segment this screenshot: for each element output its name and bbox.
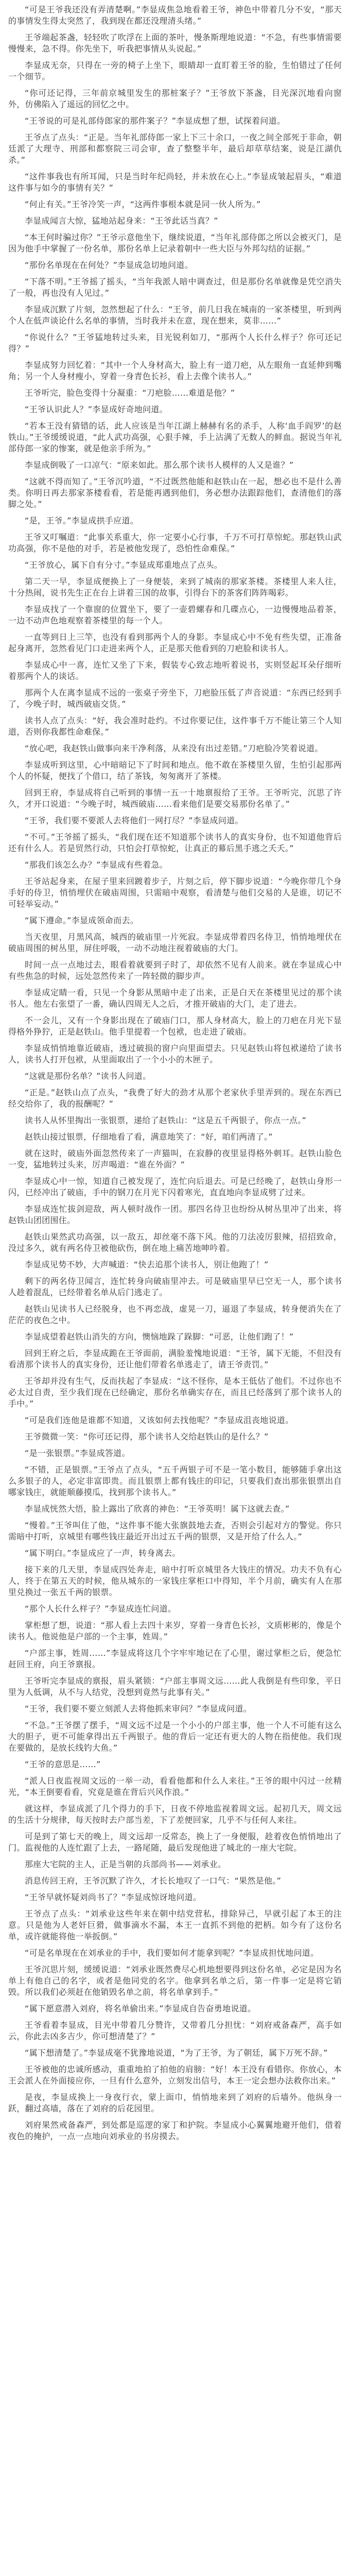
- article-paragraph: “可是名单现在在刘承业的手中，我们要如何才能拿到呢？”李显成担忧地问道。: [25, 1948, 319, 1958]
- article-paragraph: 李显成心中一喜，连忙又坐了下来，假装专心致志地听着说书，实则竖起耳朵仔细听着那两个人的谈话。: [8, 660, 342, 681]
- article-paragraph: “何止有关。”王爷冷笑一声，“这两件事根本就是同一伙人所为。”: [25, 199, 261, 209]
- article-paragraph: “若本王没有猜错的话，此人应该是当年江湖上赫赫有名的杀手，人称‘血手阎罗’的赵铁山。”王爷缓缓说道，“此人武功高强，心狠手辣，手上沾满了无数人的鲜血。据说当年礼部侍郎一家的惨案，就是他亲手所为。”: [8, 421, 342, 453]
- article-paragraph: “那我们该怎么办？”李显成有些着急。: [25, 860, 168, 870]
- article-paragraph: “王爷认识此人？”李显成好奇地问道。: [25, 404, 168, 414]
- article-paragraph: “这就不得而知了。”王爷沉吟道，“不过既然他能和赵铁山在一起，想必也不是什么善类。你明日再去那家茶楼看看，若是能再遇到他们，务必想办法跟踪他们，查清他们的落脚之处。”: [8, 477, 342, 509]
- article-paragraph: 掌柜想了想，说道：“那人看上去四十来岁，穿着一身青色长衫，文质彬彬的，像是个读书人。他说他是户部的一个主事，姓周。”: [8, 1620, 342, 1641]
- article-paragraph: “可是我们连他是谁都不知道，又该如何去找他呢？”李显成沮丧地说道。: [25, 1415, 294, 1425]
- article-paragraph: “正是。”赵铁山点了点头，“我费了好大的劲才从那个老家伙手里弄到的。现在东西已经交给你了，我的报酬呢？”: [8, 1088, 342, 1109]
- article-paragraph: 李显成倒吸了一口凉气：“原来如此。那么那个读书人模样的人又是谁？”: [25, 460, 294, 470]
- article-paragraph: 王爷端起茶盏，轻轻吹了吹浮在上面的茶叶，慢条斯理地说道：“不急，有些事情需要慢慢来，急不得。你先坐下，听我把事情从头说起。”: [8, 32, 342, 54]
- article-paragraph: 可是到了第七天的晚上，周文远却一反常态，换上了一身便服，趁着夜色悄悄地出了门。监视他的人连忙跟了上去，一路尾随，最后发现他进了城北的一座大宅院。: [8, 1832, 342, 1853]
- article-paragraph: 李显成连忙拔剑迎敌，两人顿时战作一团。那四名侍卫也纷纷从树丛里冲了出来，将赵铁山团团围住。: [8, 1204, 342, 1225]
- article-paragraph: 一直等到日上三竿，也没有看到那两个人的身影。李显成心中不免有些失望，正准备起身离开，忽然看见门口走进来两个人，正是那天他看到的刀疤脸和读书人。: [8, 632, 342, 653]
- article-paragraph: “可是王爷我还没有弄清楚啊。”李显成焦急地看着王爷，神色中带着几分不安，“那天的事情发生得太突然了，我到现在都还没理清头绪。”: [8, 5, 342, 26]
- article-paragraph: 刘府果然戒备森严，到处都是巡逻的家丁和护院。李显成小心翼翼地避开他们，借着夜色的掩护，一点一点地向刘承业的书房摸去。: [8, 2120, 342, 2141]
- article-paragraph: “不急。”王爷摆了摆手，“周文远不过是一个小小的户部主事，他一个人不可能有这么大的胆子，更不可能拿得出五千两银子。他的背后一定还有更大的人物在指使他。我们现在要做的，是放长线钓大鱼。”: [8, 1720, 342, 1753]
- article-paragraph: 李显成望着赵铁山消失的方向，懊恼地跺了跺脚：“可恶，让他们跑了！”: [25, 1332, 294, 1342]
- article-paragraph: 王爷听完，脸色变得十分凝重：“刀疤脸……难道是他？”: [25, 388, 235, 398]
- article-paragraph: 李显成无奈，只得在一旁的椅子上坐下，眼睛却一直盯着王爷的脸，生怕错过了任何一个细节。: [8, 60, 342, 81]
- article-paragraph: 读书人点了点头：“好，我会准时赴约。不过你要记住，这件事千万不能让第三个人知道，否则你我都性命难保。”: [8, 716, 342, 737]
- article-paragraph: “那个人长什么样子？”李显成连忙问道。: [25, 1604, 177, 1614]
- article-paragraph: 王爷站起身来，在屋子里来回踱着步子，片刻之后，停下脚步说道：“今晚你带几个身手好的侍卫，悄悄埋伏在破庙周围，只需暗中观察，看清楚与他们交易的人是谁，切记不可轻举妄动。”: [8, 876, 342, 909]
- article-paragraph: 李显成找了一个靠窗的位置坐下，要了一壶碧螺春和几碟点心，一边慢慢地品着茶，一边不动声色地观察着茶楼里的每一个人。: [8, 604, 342, 625]
- article-paragraph: “王爷放心，属下自有分寸。”李显成郑重地点了点头。: [25, 560, 223, 570]
- article-paragraph: “王爷早就怀疑刘尚书了？”李显成惊讶地问道。: [25, 1892, 202, 1902]
- article-paragraph: 王爷点了点头：“正是。当年礼部侍郎一家上下三十余口，一夜之间全部死于非命，朝廷派了大理寺、刑部和都察院三司会审，查了整整半年，最后却草草结案，说是江湖仇杀。”: [8, 132, 342, 165]
- article-paragraph: “王爷说的可是礼部侍郎家的那件案子？”李显成想了想，试探着问道。: [25, 116, 286, 126]
- article-paragraph: 接下来的几天里，李显成四处奔走，暗中打听京城里各大钱庄的情况。功夫不负有心人，终于在第五天的时候，他从城东的一家钱庄掌柜口中得知，半个月前，确实有人在那里兑换过一张五千两的银票。: [8, 1565, 342, 1597]
- article-paragraph: 王爷又叮嘱道：“此事关系重大，你一定要小心行事，千万不可打草惊蛇。那赵铁山武功高强，你不是他的对手，若是被他发现了，恐怕性命难保。”: [8, 532, 342, 553]
- article-paragraph: “放心吧，我赵铁山做事向来干净利落，从来没有出过差错。”刀疤脸冷笑着说道。: [25, 743, 323, 753]
- article-paragraph: 那两个人在离李显成不远的一张桌子旁坐下，刀疤脸压低了声音说道：“东西已经到手了，今晚子时，城西破庙交货。”: [8, 688, 342, 709]
- article-paragraph: 王爷听完李显成的禀报，眉头紧锁：“户部主事周文远……此人我倒是有些印象，平日里为人低调，从不与人结党，没想到竟然与此事有关。”: [8, 1676, 342, 1697]
- article-paragraph: 读书人从怀里掏出一张银票，递给了赵铁山：“这是五千两银子，你点一点。”: [25, 1115, 307, 1125]
- article-paragraph: “户部主事，姓周……”李显成将这几个字牢牢地记在了心里，谢过掌柜之后，便急忙赶回王府，向王爷禀报。: [8, 1648, 342, 1669]
- article-paragraph: “那份名单现在在何处？”李显成急切地问道。: [25, 260, 193, 270]
- article-paragraph: 剩下的两名侍卫闻言，连忙转身向破庙里冲去。可是破庙里早已空无一人，那个读书人趁着混乱，已经带着名单从后门逃走了。: [8, 1276, 342, 1297]
- article-paragraph: 王爷点了点头：“刘承业这些年来在朝中结党营私，排除异己，早就引起了本王的注意。只是他为人老奸巨猾，做事滴水不漏，本王一直抓不到他的把柄。如今有了这份名单，或许就能将他一举扳倒。”: [8, 1909, 342, 1941]
- article-paragraph: “王爷的意思是……”: [25, 1759, 101, 1769]
- article-paragraph: 王爷却并没有生气，反而扶起了李显成：“这不怪你，是本王低估了他们。不过你也不必太过自责，至少我们现在已经确定，那份名单确实存在，而且已经落到了那个读书人的手中。”: [8, 1376, 342, 1409]
- article-paragraph: 就在这时，破庙外面忽然传来了一声猫叫，在寂静的夜里显得格外刺耳。赵铁山脸色一变，猛地转过头来，厉声喝道：“谁在外面？”: [8, 1148, 342, 1170]
- article-paragraph: “慢着。”王爷叫住了他，“这件事不能大张旗鼓地去查，否则会引起对方的警觉。你只需暗中打听，京城里有哪些钱庄最近开出过五千两的银票，又是开给了什么人。”: [8, 1520, 342, 1541]
- article-paragraph: “不错，正是银票。”王爷点了点头，“五千两银子可不是一笔小数目，能够随手拿出这么多银子的人，必定非富即贵。而且银票上都有钱庄的印记，只要我们查出那张银票出自哪家钱庄，就能顺藤摸瓜，找到那个读书人。”: [8, 1465, 342, 1497]
- article-paragraph: 李显成恍然大悟，脸上露出了欣喜的神色：“王爷英明！属下这就去查。”: [25, 1504, 290, 1514]
- article-paragraph: 回到王府之后，李显成跪在王爷面前，满脸羞愧地说道：“王爷，属下无能，不但没有看清那个读书人的真实身份，还让他们带着名单逃走了，请王爷责罚。”: [8, 1348, 342, 1369]
- article-paragraph: 李显成定睛一看，只见一个身影从黑暗中走了出来，正是白天在茶楼里见过的那个读书人。他左右张望了一番，确认四周无人之后，才推开破庙的大门，走了进去。: [8, 988, 342, 1009]
- article-paragraph: 第二天一早，李显成便换上了一身便装，来到了城南的那家茶楼。茶楼里人来人往，十分热闹，说书先生正在台上讲着三国的故事，引得台下的茶客们阵阵喝彩。: [8, 577, 342, 598]
- article-paragraph: “王爷，我们要不要派人去将他们一网打尽？”李显成问道。: [25, 816, 243, 825]
- article-paragraph: 当天夜里，月黑风高，城西的破庙里一片死寂。李显成带着四名侍卫，悄悄地埋伏在破庙周围的树丛里，屏住呼吸，一动不动地注视着破庙的大门。: [8, 932, 342, 953]
- article-paragraph: 不一会儿，又有一个身影出现在了破庙门口，那人身材高大，脸上的刀疤在月光下显得格外狰狞，正是赵铁山。他手里提着一个包袱，也走进了破庙。: [8, 1015, 342, 1037]
- article-paragraph: “这就是那份名单？”读书人问道。: [25, 1071, 151, 1081]
- article-paragraph: 李显成沉默了片刻，忽然想起了什么：“王爷，前几日我在城南的一家茶楼里，听到两个人在低声谈论什么名单的事情，当时我并未在意，现在想来，莫非……”: [8, 304, 342, 326]
- article-paragraph: “是一张银票。”李显成答道。: [25, 1448, 130, 1458]
- article-paragraph: “属下遵命。”李显成领命而去。: [25, 916, 139, 925]
- article-paragraph: 赵铁山接过银票，仔细地看了看，满意地笑了：“好，咱们两清了。”: [25, 1132, 273, 1142]
- article-paragraph: 李显成心中一惊，知道自己被发现了，连忙向后退去。可是已经晚了，赵铁山身形一闪，已经冲出了破庙，手中的钢刀在月光下闪着寒光，直直地向李显成劈了过来。: [8, 1176, 342, 1197]
- article-body: [8, 4, 342, 2142]
- article-paragraph: 李显成闻言大惊，猛地站起身来：“王爷此话当真？”: [25, 216, 218, 226]
- article-paragraph: 李显成见势不妙，大声喊道：“快去追那个读书人，别让他跑了！”: [25, 1260, 269, 1269]
- article-paragraph: 王爷微微一笑：“你可还记得，那个读书人交给赵铁山的是什么？”: [25, 1432, 269, 1442]
- article-paragraph: 回到王府，李显成将自己听到的事情一五一十地禀报给了王爷。王爷听完，沉思了许久，才开口说道：“今晚子时，城西破庙……看来他们是要交易那份名单了。”: [8, 788, 342, 809]
- article-paragraph: “王爷，我们要不要立刻派人去将他抓来审问？”李显成问道。: [25, 1704, 252, 1714]
- article-paragraph: “是，王爷。”李显成拱手应道。: [25, 516, 139, 526]
- article-paragraph: “这件事我也有所耳闻，只是当时年纪尚轻，并未放在心上。”李显成皱起眉头，“难道这件事与如今的事情有关？”: [8, 172, 342, 193]
- article-paragraph: 就这样，李显成派了几个得力的手下，日夜不停地监视着周文远。起初几天，周文远的生活十分规律，每天按时去户部当差，下了差便回家，几乎不与任何人来往。: [8, 1804, 342, 1825]
- article-paragraph: 赵铁山果然武功高强，以一敌五，却丝毫不落下风。他的刀法凌厉狠辣，招招致命，没过多久，就有两名侍卫被他砍伤，倒在地上痛苦地呻吟着。: [8, 1232, 342, 1253]
- article-paragraph: “属下想清楚了。”李显成毫不犹豫地说道，“为了王爷，为了朝廷，属下万死不辞。”: [25, 2048, 328, 2058]
- article-paragraph: 李显成悄悄地靠近破庙，透过破损的窗户向里面望去。只见赵铁山将包袱递给了读书人，读书人打开包袱，从里面取出了一个小小的木匣子。: [8, 1043, 342, 1064]
- article-paragraph: 王爷沉思片刻，缓缓说道：“刘承业既然费尽心机地想要得到这份名单，必定是因为名单上有他自己的名字，或者是他同党的名字。他拿到名单之后，第一件事一定是将它销毁。所以我们必须赶在他销毁名单之前，将名单拿到手。”: [8, 1964, 342, 1997]
- article-paragraph: “属下明白。”李显成应了一声，转身离去。: [25, 1548, 181, 1558]
- article-paragraph: “你说什么？”王爷猛地转过头来，目光锐利如刀，“那两个人长什么样子？你可还记得？”: [8, 332, 342, 353]
- article-paragraph: 消息传回王府，王爷沉默了许久，才长长地叹了一口气：“果然是他。”: [25, 1876, 282, 1886]
- article-paragraph: 王爷被他的忠诚所感动，重重地拍了拍他的肩膀：“好！本王没有看错你。你放心，本王会派人在外面接应你，一旦有什么意外，立刻发出信号，本王一定会想办法救你出来。”: [8, 2064, 342, 2086]
- article-paragraph: “属下愿意潜入刘府，将名单偷出来。”李显成自告奋勇地说道。: [25, 2004, 256, 2013]
- article-paragraph: 时间一点一点地过去，眼看着就要到子时了，却依然不见有人前来。就在李显成心中有些焦急的时候，远处忽然传来了一阵轻微的脚步声。: [8, 960, 342, 981]
- article-paragraph: 那座大宅院的主人，正是当朝的兵部尚书——刘承业。: [25, 1859, 226, 1869]
- article-paragraph: “不可。”王爷摇了摇头，“我们现在还不知道那个读书人的真实身份，也不知道他背后还有什么人。若是贸然行动，只怕会打草惊蛇，让真正的幕后黑手逃之夭夭。”: [8, 832, 342, 853]
- article-paragraph: 王爷看着李显成，目光中带着几分赞许，又带着几分担忧：“刘府戒备森严，高手如云，你此去凶多吉少，你可想清楚了？”: [8, 2020, 342, 2041]
- article-paragraph: “你可还记得，三年前京城里发生的那桩案子？”王爷放下茶盏，目光深沉地看向窗外，仿佛陷入了遥远的回忆之中。: [8, 88, 342, 109]
- article-paragraph: 李显成努力回忆着：“其中一个人身材高大，脸上有一道刀疤，从左眼角一直延伸到嘴角；另一个人身材瘦小，穿着一身青色长衫，看上去像个读书人。”: [8, 360, 342, 381]
- article-paragraph: 是夜，李显成换上一身夜行衣，蒙上面巾，悄悄地来到了刘府的后墙外。他纵身一跃，翻过高墙，落在了刘府的后花园里。: [8, 2092, 342, 2113]
- article-paragraph: “本王何时骗过你？”王爷示意他坐下，继续说道，“当年礼部侍郎之所以会被灭门，是因为他手中掌握了一份名单，那份名单上记录着朝中一些大臣与外邦勾结的证据。”: [8, 232, 342, 253]
- article-paragraph: “下落不明。”王爷摇了摇头，“当年我派人暗中调查过，但是那份名单就像是凭空消失了一般，再也没有人见过。”: [8, 277, 342, 298]
- article-paragraph: 李显成听到这里，心中暗暗记下了时间和地点。他不敢在茶楼里久留，生怕引起那两个人的怀疑，便找了个借口，结了茶钱，匆匆离开了茶楼。: [8, 760, 342, 781]
- article-paragraph: “派人日夜监视周文远的一举一动，看看他都和什么人来往。”王爷的眼中闪过一丝精光，“本王倒要看看，究竟是谁在背后兴风作浪。”: [8, 1776, 342, 1797]
- article-paragraph: 赵铁山见读书人已经脱身，也不再恋战，虚晃一刀，逼退了李显成，转身便消失在了茫茫的夜色之中。: [8, 1304, 342, 1325]
